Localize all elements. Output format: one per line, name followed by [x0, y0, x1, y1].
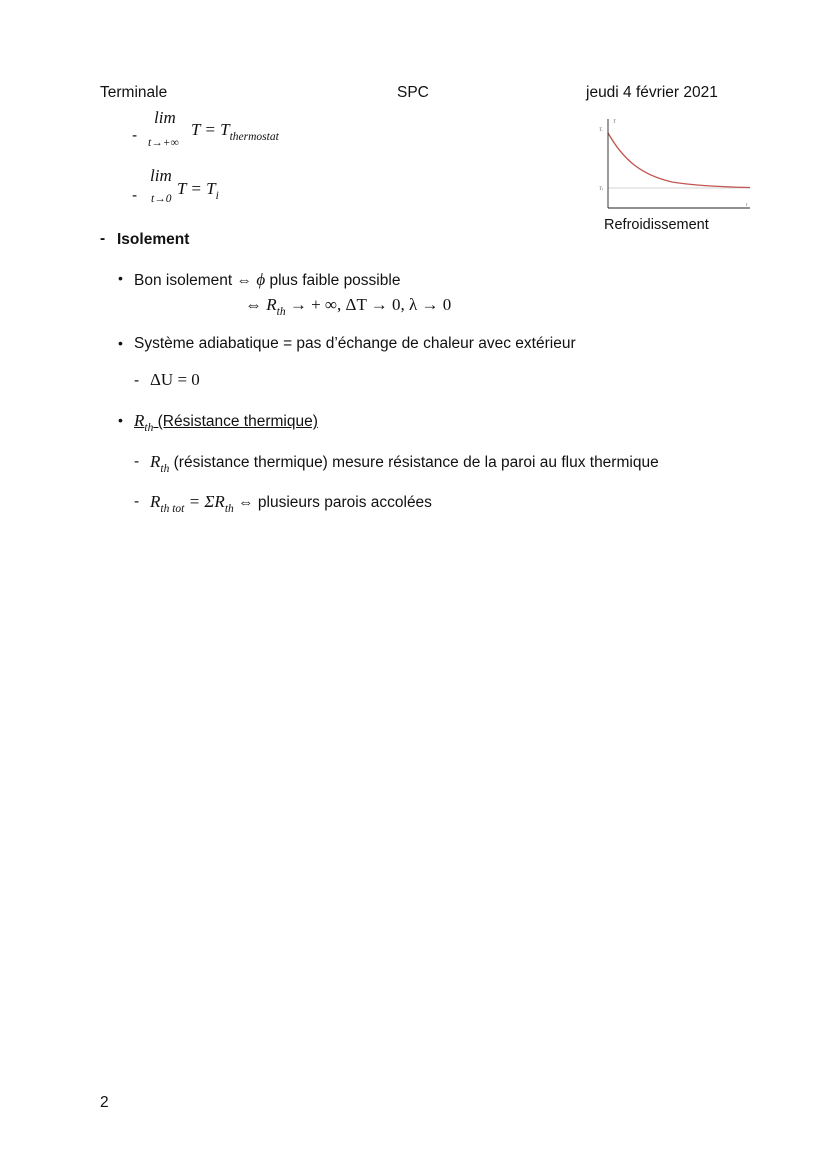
dash-marker: - — [134, 372, 140, 389]
item-adiabatique: Système adiabatique = pas d’échange de chaleur avec extérieur — [134, 335, 576, 352]
cooling-chart — [592, 113, 754, 211]
lim-word: lim — [154, 108, 176, 127]
cooling-curve — [608, 133, 750, 188]
cooling-figure — [592, 113, 754, 211]
delta-u-formula: ΔU = 0 — [150, 370, 200, 389]
lim-equation: $T = T_i$ — [177, 179, 219, 202]
top-tick-label: Tᵢ — [599, 128, 603, 133]
header-level: Terminale — [100, 84, 168, 101]
bullet-marker: • — [118, 270, 123, 286]
item-resistance-heading: $R_{th}$ (Résistance thermique) — [134, 411, 318, 434]
item-isolement: Bon isolement ⇔ ϕ plus faible possible — [134, 270, 401, 289]
section-dash: - — [100, 230, 106, 247]
y-axis-label: T — [613, 120, 616, 125]
dash-marker: - — [132, 187, 138, 204]
dash-marker: - — [134, 453, 140, 470]
dash-marker: - — [134, 493, 140, 510]
header-subject: SPC — [397, 84, 429, 101]
header-date: jeudi 4 février 2021 — [586, 84, 718, 101]
bullet-marker: • — [118, 335, 123, 351]
lim-under: t→0 — [151, 193, 172, 205]
bottom-tick-label: Tₜ — [599, 187, 604, 192]
lim-equation: $T = T_{thermostat}$ — [191, 120, 279, 143]
x-axis-label: t — [746, 203, 748, 208]
item-resistance-total: $R_{th tot} = \Sigma R_{th}$ ⇔ plusieurs parois accolées — [150, 492, 432, 515]
bullet-marker: • — [118, 412, 123, 428]
lim-under: t→+∞ — [148, 137, 179, 149]
phi-symbol: ϕ — [256, 270, 266, 289]
page-number: 2 — [100, 1094, 109, 1111]
dash-marker: - — [132, 127, 138, 144]
figure-caption: Refroidissement — [604, 217, 709, 233]
item-isolement-equivalence: ⇔ $R_{th}$ → + ∞, ΔT → 0, λ → 0 — [245, 295, 452, 318]
lim-word: lim — [150, 166, 172, 185]
item-resistance-definition: $R_{th}$ (résistance thermique) mesure résistance de la paroi au flux thermique — [150, 452, 659, 475]
section-title: Isolement — [117, 231, 190, 248]
